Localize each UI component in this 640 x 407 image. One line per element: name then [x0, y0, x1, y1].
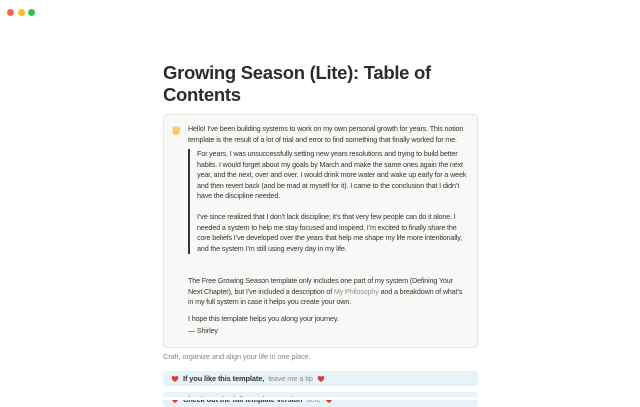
tip-callout-block[interactable]	[163, 371, 478, 386]
my-philosophy-link[interactable]: My Philosophy	[333, 286, 379, 296]
leave-tip-link[interactable]: leave me a tip	[268, 374, 313, 383]
page-title[interactable]: Growing Season (Lite): Table of Contents	[163, 62, 431, 105]
zoom-button[interactable]	[28, 9, 35, 16]
intro-callout-block	[163, 114, 478, 348]
heart-icon	[171, 375, 179, 383]
page-content	[163, 62, 478, 348]
intro-paragraph: Hello! I’ve been building systems to work on my own personal growth for years. This notion template is the result of a lot of trial and error to find something that finally worked for me.	[188, 124, 464, 144]
heart-icon	[317, 375, 325, 383]
window-controls	[7, 9, 35, 16]
quote-paragraph-1: For years, I was unsuccessfully setting new years resolutions and trying to build better habits. I would forget about my goals by March and make the same ones again the next year, and the next, over and over. I would drink more water and wake up early for a week and then revert back (and be mad at myself for it). I came to the conclusion that I didn’t have the discipline needed.	[197, 149, 467, 200]
system-paragraph-start: The Free Growing Season template only includes one part of my system (Defining Your Next Chapter), but I’ve included a description of	[188, 276, 453, 296]
closing-paragraph: I hope this template helps you along your journey.	[188, 313, 339, 323]
waving-hand-icon	[171, 125, 182, 136]
signature-line: — Shirley	[188, 326, 218, 335]
minimize-button[interactable]	[18, 9, 25, 16]
system-paragraph-end: and a breakdown of what’s in my full system in case it helps you create your own.	[188, 286, 463, 306]
tip-callout-label: If you like this template,	[183, 374, 265, 383]
quote-block	[188, 149, 468, 254]
callout-text	[188, 124, 468, 337]
quote-paragraph-2: I’ve since realized that I don’t lack discipline; it’s that very few people can do it alone. I needed a system to help me stay focused and inspired. I’m excited to finally share the core beliefs I’ve developed over the years that help me shape my life more intentionally, and the system I’m still using every day in my life.	[197, 212, 462, 253]
system-paragraph	[188, 276, 468, 308]
close-button[interactable]	[7, 9, 14, 16]
tagline-text: Craft, organize and align your life in one place.	[163, 352, 311, 361]
